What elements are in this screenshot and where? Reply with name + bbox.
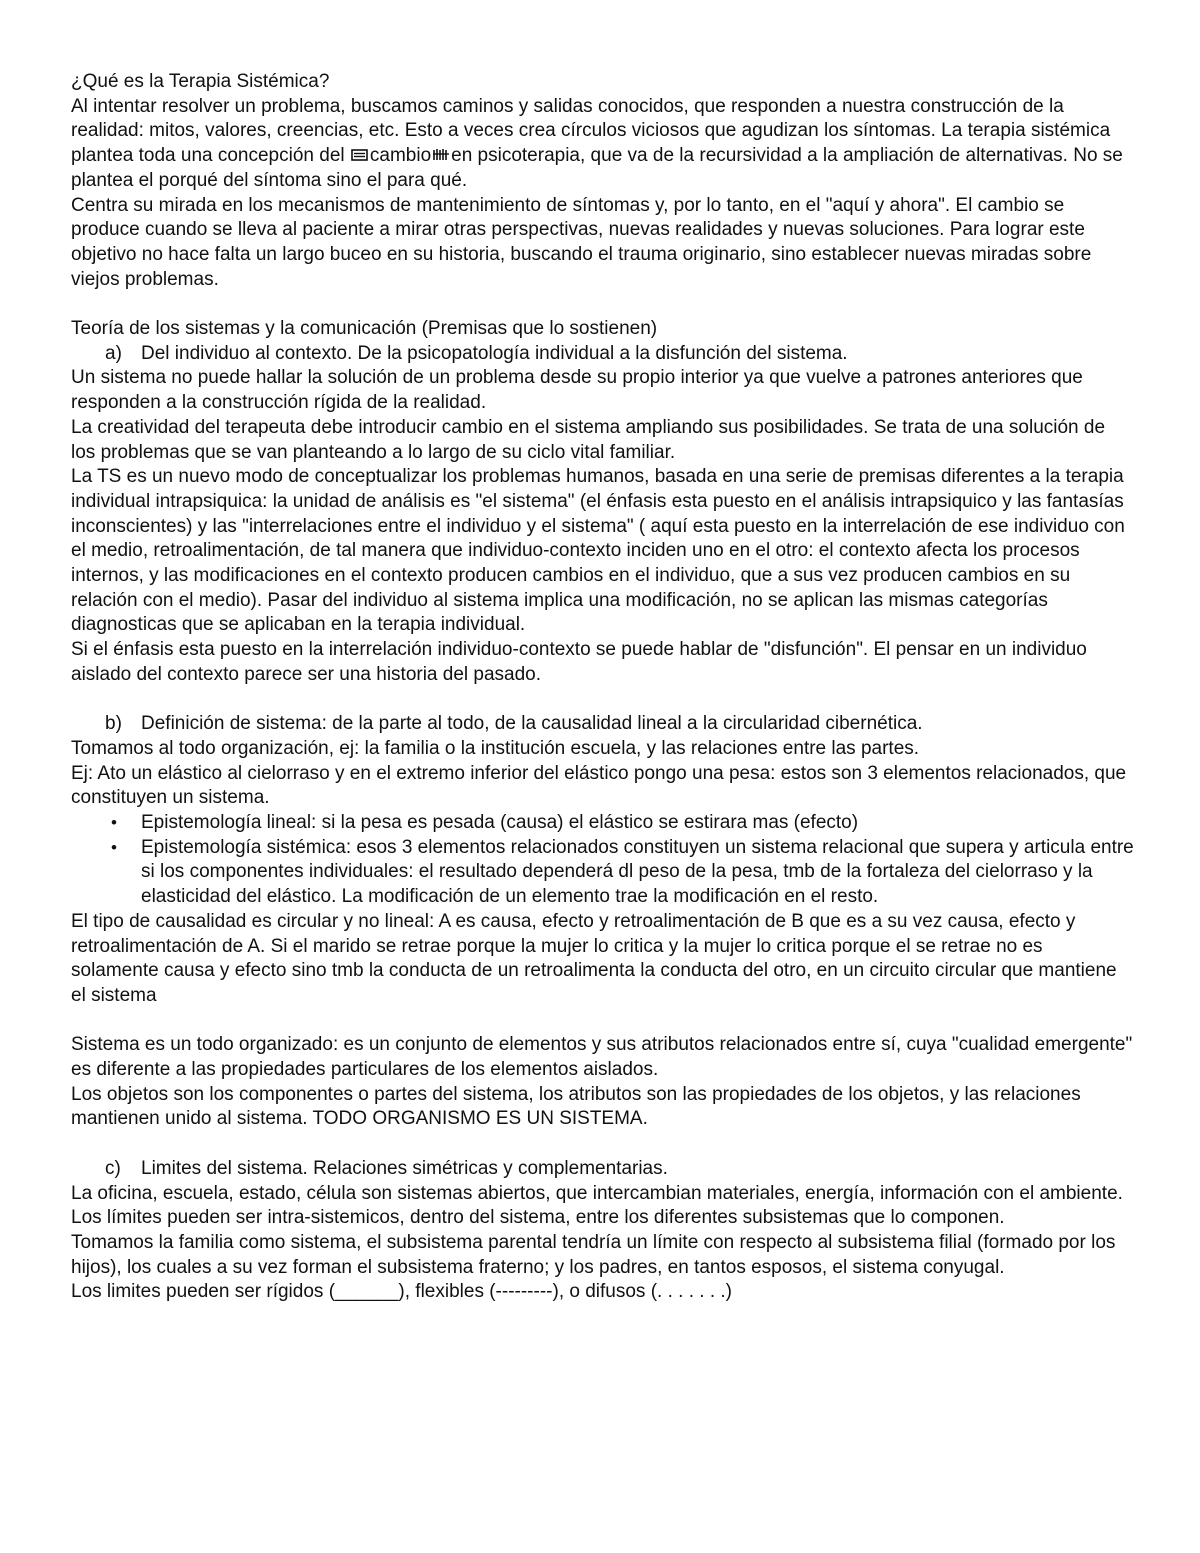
section-a-paragraph-2: La creatividad del terapeuta debe introducir cambio en el sistema ampliando sus posibilidades. Se trata de una solución de los problemas que se van planteando a lo largo de su ciclo vital familiar. bbox=[71, 416, 1106, 463]
bullet-item-1-text: Epistemología lineal: si la pesa es pesada (causa) el elástico se estirara mas (efecto) bbox=[141, 812, 859, 834]
document-title: ¿Qué es la Terapia Sistémica? bbox=[71, 71, 330, 92]
list-item-c bbox=[71, 1157, 1134, 1182]
list-item-b bbox=[71, 712, 1134, 737]
list-item-b-text: Definición de sistema: de la parte al todo, de la causalidad lineal a la circularidad cibernética. bbox=[141, 713, 923, 735]
close-quote-glyph-icon bbox=[432, 148, 450, 162]
section-b-paragraph-5: Los objetos son los componentes o partes del sistema, los atributos son las propiedades de los objetos, y las relaciones mantienen unido al sistema. TODO ORGANISMO ES UN SISTEMA. bbox=[71, 1083, 1081, 1130]
section-b-paragraph-3: El tipo de causalidad es circular y no lineal: A es causa, efecto y retroalimentación de B que es a su vez causa, efecto y retroalimentación de A. Si el marido se retrae porque la mujer lo critica y la mujer lo critica porque el se retrae no es solamente causa y efecto sino tmb la conducta de un retroalimenta la conducta del otro, en un circuito circular que mantiene el sistema bbox=[71, 910, 1117, 1006]
open-quote-glyph-icon bbox=[351, 148, 369, 162]
spacer bbox=[71, 292, 1134, 317]
list-marker-a: a) bbox=[105, 342, 122, 364]
bullet-dot-icon: • bbox=[111, 813, 117, 833]
section-a-paragraph-1: Un sistema no puede hallar la solución de un problema desde su propio interior ya que vuelve a patrones anteriores que responden a la construcción rígida de la realidad. bbox=[71, 367, 1083, 414]
spacer bbox=[71, 1132, 1134, 1157]
list-marker-b: b) bbox=[105, 713, 122, 735]
list-marker-c: c) bbox=[105, 1157, 121, 1179]
spacer bbox=[71, 688, 1134, 713]
section-c-paragraph-2: Tomamos la familia como sistema, el subsistema parental tendría un límite con respecto al subsistema filial (formado por los hijos), los cuales a su vez forman el subsistema fraterno; y los padres, en tantos esposos, el sistema conyugal. bbox=[71, 1231, 1116, 1278]
list-item-c-text: Limites del sistema. Relaciones simétricas y complementarias. bbox=[141, 1157, 668, 1179]
intro-paragraph-2: Centra su mirada en los mecanismos de mantenimiento de síntomas y, por lo tanto, en el "aquí y ahora". El cambio se produce cuando se lleva al paciente a mirar otras perspectivas, nuevas realidades y nuevas soluciones. Para lograr este objetivo no hace falta un largo buceo en su historia, buscando el trauma originario, sino establecer nuevas miradas sobre viejos problemas. bbox=[71, 194, 1092, 290]
intro-paragraph bbox=[71, 95, 1134, 194]
section-b-paragraph-1: Tomamos al todo organización, ej: la familia o la institución escuela, y las relaciones entre las partes. bbox=[71, 737, 920, 759]
bullet-dot-icon: • bbox=[111, 837, 117, 857]
section-c-paragraph-3: Los limites pueden ser rígidos (______), flexibles (---------), o difusos (. . . . . . .) bbox=[71, 1281, 732, 1303]
section-heading: Teoría de los sistemas y la comunicación (Premisas que lo sostienen) bbox=[71, 318, 658, 340]
spacer bbox=[71, 1009, 1134, 1034]
intro-text-start: Al intentar resolver un problema, buscamos caminos y salidas conocidos, que responden a nuestra construcción de la realidad: mitos, valores, creencias, etc. Esto a veces crea círculos viciosos que agudizan los síntomas. La terapia sistémica plantea toda una concepción del bbox=[71, 95, 1111, 167]
bullet-item-2-text: Epistemología sistémica: esos 3 elementos relacionados constituyen un sistema relacional que supera y articula entre si los componentes individuales: el resultado dependerá dl peso de la pesa, tmb de la fortaleza del cielorraso y la elasticidad del elástico. La modificación de un elemento trae la modificación en el resto. bbox=[141, 836, 1134, 908]
section-c-paragraph-1: La oficina, escuela, estado, célula son sistemas abiertos, que intercambian materiales, energía, información con el ambiente. Los límites pueden ser intra-sistemicos, dentro del sistema, entre los diferentes subsistemas que lo componen. bbox=[71, 1182, 1123, 1229]
intro-word-cambio: cambio bbox=[369, 145, 432, 167]
intro-text-end: en psicoterapia, que va de la recursividad a la ampliación de alternativas. No se plantea el porqué del síntoma sino el para qué. bbox=[71, 145, 1123, 191]
bullet-item-1 bbox=[71, 811, 1134, 836]
list-item-a-text: Del individuo al contexto. De la psicopatología individual a la disfunción del sistema. bbox=[141, 342, 848, 364]
list-item-a bbox=[71, 342, 1134, 367]
bullet-item-2 bbox=[71, 836, 1134, 910]
section-a-paragraph-4: Si el énfasis esta puesto en la interrelación individuo-contexto se puede hablar de "disfunción". El pensar en un individuo aislado del contexto parece ser una historia del pasado. bbox=[71, 639, 1087, 685]
section-a-paragraph-3: La TS es un nuevo modo de conceptualizar los problemas humanos, basada en una serie de premisas diferentes a la terapia individual intrapsiquica: la unidad de análisis es "el sistema" (el énfasis esta puesto en el análisis intrapsiquico y las fantasías inconscientes) y las "interrelaciones entre el individuo y el sistema" ( aquí esta puesto en la interrelación de ese individuo con el medio, retroalimentación, de tal manera que individuo-contexto inciden uno en el otro: el contexto afecta los procesos internos, y las modificaciones en el contexto producen cambios en el individuo, que a sus vez producen cambios en su relación con el medio). Pasar del individuo al sistema implica una modificación, no se aplican las mismas categorías diagnosticas que se aplicaban en la terapia individual. bbox=[71, 466, 1125, 636]
section-b-paragraph-2: Ej: Ato un elástico al cielorraso y en el extremo inferior del elástico pongo una pesa: estos son 3 elementos relacionados, que constituyen un sistema. bbox=[71, 762, 1127, 809]
section-b-paragraph-4: Sistema es un todo organizado: es un conjunto de elementos y sus atributos relacionados entre sí, cuya "cualidad emergente" es diferente a las propiedades particulares de los elementos aislados. bbox=[71, 1034, 1133, 1081]
